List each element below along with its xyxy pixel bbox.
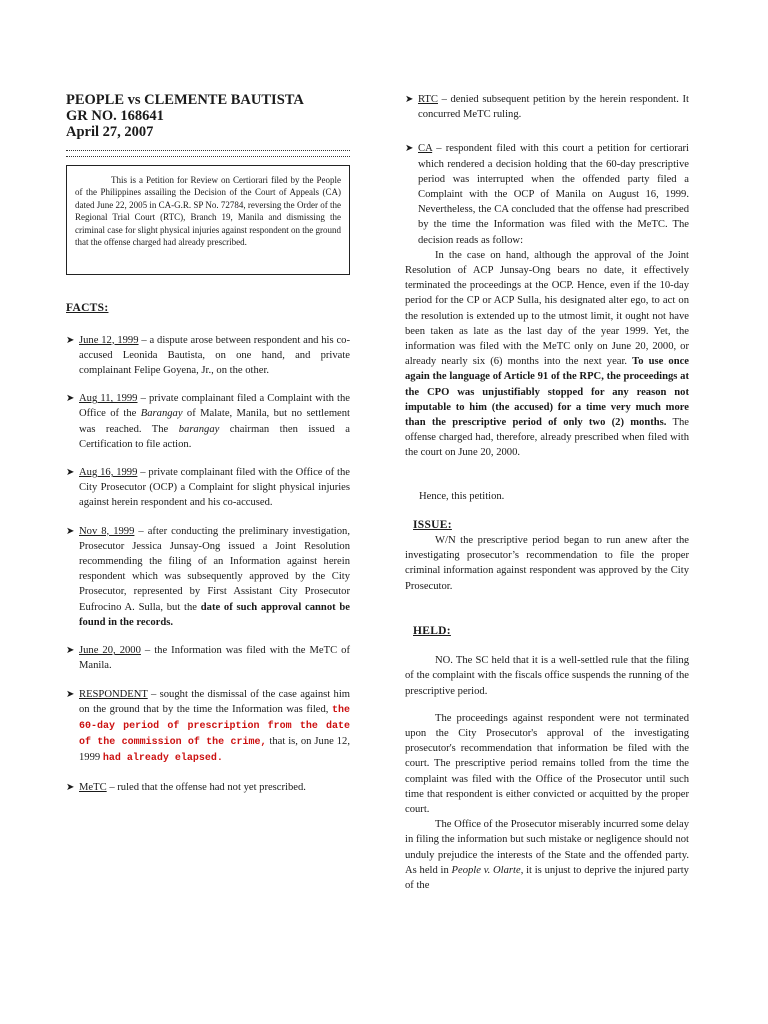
held-text: The Office of the Prosecutor miserably incurred some delay in filing the information but such mistake or negligence should not unduly prejudice the interests of the State and the offended party. As held in — [405, 819, 689, 876]
fact-text: – ruled that the offense had not yet prescribed. — [106, 781, 306, 793]
left-column — [66, 92, 350, 808]
fact-item — [66, 391, 350, 452]
ruling-item-rtc — [405, 92, 689, 122]
case-citation: People v. Olarte — [451, 864, 521, 876]
fact-item — [66, 780, 350, 795]
fact-emphasis: Barangay — [140, 408, 183, 420]
held-paragraph — [405, 817, 689, 893]
fact-item — [66, 524, 350, 630]
arrow-bullet-icon: ➤ — [405, 94, 414, 105]
divider — [66, 150, 350, 157]
fact-text: – after conducting the preliminary investigation, Prosecutor Jessica Junsay-Ong issued a Joint Resolution recommending the filing of an Information against herein respondent which was subsequently approved by the City Prosecutor, represented by First Assistant City Prosecutor Eufrocino A. Sulla, but the — [79, 525, 350, 613]
held-heading: HELD: — [413, 624, 451, 637]
fact-text: of Malate, Manila, but no settlement was reached. The — [79, 408, 351, 435]
abstract-text: This is a Petition for Review on Certiorari filed by the People of the Philippines assailing the Decision of the Court of Appeals (CA) dated June 22, 2005 in CA-G.R. SP No. 72784, reversing the Order of the Regional Trial Court (RTC), Branch 19, Manila and dismissing the criminal case for slight physical injuries against respondent on the ground that the offense charged had already prescribed. — [75, 175, 341, 248]
quote-bold: To use once again the language of Article 91 of the RPC, the proceedings at the CPO was unjustifiably stopped for any reason not imputable to him (the accused) for a time very much more than the prescriptive period of only two (2) months. — [405, 356, 689, 429]
gr-number: GR NO. 168641 — [66, 108, 164, 124]
fact-text: – private complainant filed with the Office of the City Prosecutor (OCP) a Complaint for slight physical injuries against herein respondent and his co-accused. — [79, 467, 350, 509]
arrow-bullet-icon: ➤ — [66, 688, 75, 700]
ruling-text: – denied subsequent petition by the herein respondent. It concurred MeTC ruling. — [418, 94, 689, 121]
red-emphasis: had already elapsed. — [102, 753, 223, 765]
court-label: RTC — [418, 94, 438, 105]
fact-item — [66, 687, 350, 767]
quote-text: The offense charged had, therefore, already prescribed when filed with the court on June 20, 2000. — [405, 417, 689, 459]
ca-quote — [405, 248, 689, 461]
fact-item — [66, 643, 350, 673]
arrow-bullet-icon: ➤ — [66, 467, 75, 479]
red-emphasis: the 60-day period of prescription from the date of the commission of the crime, — [79, 704, 350, 749]
fact-date: June 12, 1999 — [79, 334, 139, 346]
issue-text: W/N the prescriptive period began to run anew after the investigating prosecutor’s recommendation to file the proper criminal information against respondent was approved by the City Prosecutor. — [405, 535, 689, 592]
arrow-bullet-icon: ➤ — [66, 393, 75, 405]
fact-item — [66, 465, 350, 511]
ruling-item-ca — [405, 141, 689, 247]
ruling-text: – respondent filed with this court a petition for certiorari which rendered a decision holding that the 60-day prescriptive period was interrupted when the offended party filed a Complaint with the OCP of Manila on August 16, 1999. Nevertheless, the CA concluded that the offense had prescribed by the time the Information was filed with the MeTC. The decision reads as follow: — [418, 143, 689, 246]
case-date: April 27, 2007 — [66, 124, 154, 140]
fact-text: – sought the dismissal of the case against him on the ground that by the time the Information was filed, — [79, 688, 350, 715]
fact-party: MeTC — [79, 781, 107, 793]
fact-text: that is, on June 12, 1999 — [79, 736, 350, 764]
fact-text: chairman then issued a Certification to file action. — [79, 423, 350, 450]
arrow-bullet-icon: ➤ — [66, 525, 75, 537]
held-paragraph: NO. The SC held that it is a well-settled rule that the filing of the complaint with the fiscals office suspends the running of the prescriptive period. — [405, 655, 689, 697]
fact-bold: date of such approval cannot be found in the records. — [79, 601, 350, 628]
court-label: CA — [418, 143, 433, 155]
fact-emphasis: barangay — [178, 423, 220, 435]
held-paragraph: The proceedings against respondent were not terminated upon the City Prosecutor's approval of the investigating prosecutor's recommendation that information be filed with the court. The prescriptive period remains tolled from the time the complaint was filed with the Office of the Prosecutor until such time that respondent is either convicted or acquitted by the proper court. — [405, 712, 689, 815]
case-header — [66, 92, 350, 140]
fact-date: Nov 8, 1999 — [79, 525, 135, 537]
fact-text: – a dispute arose between respondent and his co-accused Leonida Bautista, on one hand, and private complainant Felipe Goyena, Jr., on the other. — [79, 334, 350, 377]
held-text: , it is unjust to deprive the injured party of the — [405, 864, 689, 891]
arrow-bullet-icon: ➤ — [66, 781, 75, 793]
fact-date: Aug 11, 1999 — [79, 393, 138, 405]
fact-party: RESPONDENT — [79, 688, 148, 700]
fact-date: Aug 16, 1999 — [79, 467, 138, 479]
fact-date: June 20, 2000 — [79, 645, 141, 657]
arrow-bullet-icon: ➤ — [66, 645, 75, 657]
right-column — [405, 92, 689, 893]
facts-heading: FACTS: — [66, 302, 109, 315]
arrow-bullet-icon: ➤ — [66, 334, 75, 346]
fact-text: – private complainant filed a Complaint with the Office of the — [79, 393, 350, 420]
hence-line: Hence, this petition. — [419, 490, 505, 502]
issue-heading: ISSUE: — [413, 518, 452, 531]
abstract-box — [66, 165, 350, 275]
fact-text: – the Information was filed with the MeTC of Manila. — [79, 645, 350, 672]
quote-text: In the case on hand, although the approval of the Joint Resolution of ACP Junsay-Ong bears no date, it effectively terminated the proceedings at the OCP. Hence, even if the 10-day period for the CP or ACP Sulla, his designated alter ego, to act on the resolution is extended up to the utmost limit, it ought not have been taken as late as the last day of the year 1999. Yet, the information was filed with the MeTC only on June 20, 2000, or already nearly six (6) months into the next year. — [405, 249, 689, 368]
fact-item — [66, 333, 350, 379]
arrow-bullet-icon: ➤ — [405, 143, 414, 155]
case-title: PEOPLE vs CLEMENTE BAUTISTA — [66, 92, 304, 108]
